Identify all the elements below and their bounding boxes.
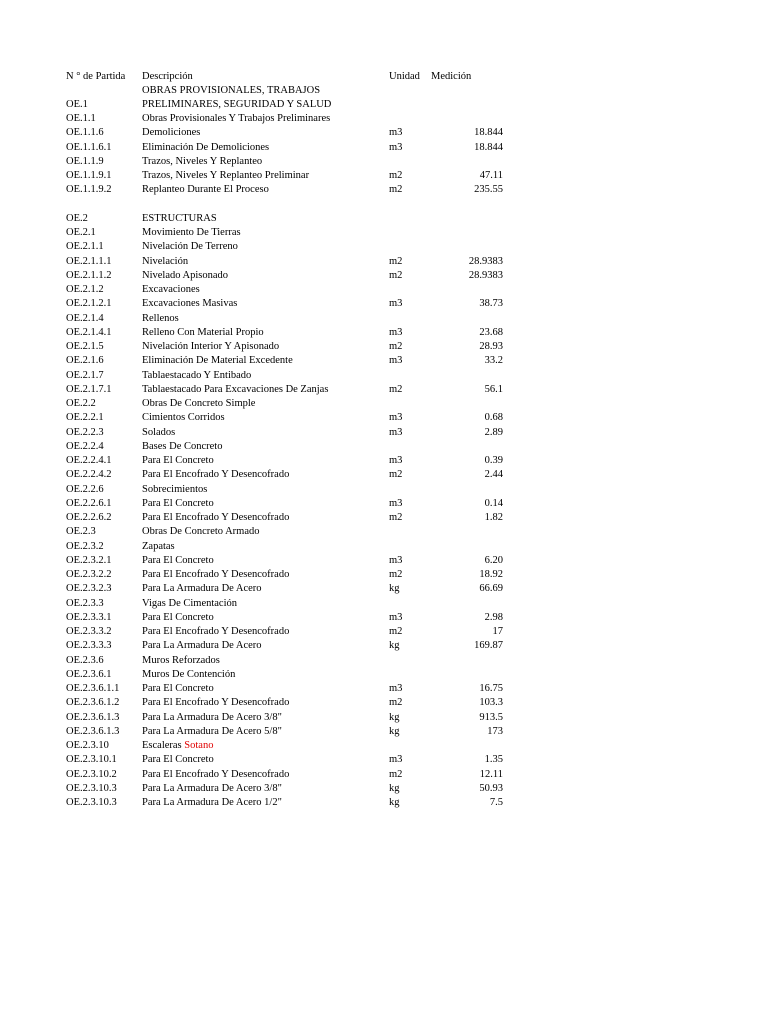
table-row	[66, 625, 516, 639]
row-unit: m3	[389, 326, 403, 338]
row-description: Demoliciones	[142, 127, 201, 139]
header-code: N ° de Partida	[66, 71, 126, 82]
row-description: Trazos, Niveles Y Replanteo	[142, 155, 263, 167]
table-row	[66, 710, 516, 724]
header-description: Descripción	[142, 71, 193, 82]
row-code: OE.1.1.9.2	[66, 184, 112, 196]
row-description: Para La Armadura De Acero	[142, 583, 262, 595]
row-unit: kg	[389, 583, 400, 595]
row-quantity: 913.5	[479, 711, 503, 723]
row-unit: m3	[389, 127, 403, 139]
row-description: Para El Encofrado Y Desencofrado	[142, 768, 290, 780]
row-code: OE.2.3	[66, 526, 96, 538]
table-row	[66, 240, 516, 254]
row-quantity: 33.2	[484, 355, 503, 367]
row-unit: m3	[389, 298, 403, 310]
table-row	[66, 83, 516, 97]
row-quantity: 103.3	[479, 697, 503, 709]
row-code: OE.1.1.6.1	[66, 141, 112, 153]
row-quantity: 66.69	[479, 583, 503, 595]
row-quantity: 0.14	[484, 497, 503, 509]
table-row	[66, 97, 516, 111]
table-row	[66, 667, 516, 681]
row-description: Cimientos Corridos	[142, 412, 225, 424]
row-code: OE.1.1	[66, 113, 96, 125]
row-description: Escaleras	[142, 740, 182, 752]
table-row	[66, 582, 516, 596]
table-row	[66, 283, 516, 297]
table-row	[66, 539, 516, 553]
table-row	[66, 169, 516, 183]
row-code: OE.2.3.2.1	[66, 554, 112, 566]
row-unit: m2	[389, 697, 403, 709]
row-code: OE.1.1.6	[66, 127, 104, 139]
table-row	[66, 268, 516, 282]
row-code: OE.2.3.6.1.1	[66, 683, 120, 695]
table-row	[66, 311, 516, 325]
row-description: Obras Provisionales Y Trabajos Preliminares	[142, 113, 331, 125]
row-unit: m3	[389, 355, 403, 367]
table-row	[66, 482, 516, 496]
table-row	[66, 368, 516, 382]
table-row	[66, 382, 516, 396]
table-row	[66, 596, 516, 610]
row-code: OE.2.3.10.3	[66, 782, 117, 794]
row-code: OE.2.3.2.2	[66, 569, 112, 581]
row-description: Trazos, Niveles Y Replanteo Preliminar	[142, 170, 310, 182]
row-description: Para El Encofrado Y Desencofrado	[142, 469, 290, 481]
row-code: OE.2.2.6.1	[66, 497, 112, 509]
table-row	[66, 553, 516, 567]
row-description: Para El Concreto	[142, 554, 214, 566]
row-code: OE.2.3.10.1	[66, 754, 117, 766]
row-description: PRELIMINARES, SEGURIDAD Y SALUD	[142, 98, 332, 110]
table-row	[66, 639, 516, 653]
row-quantity: 47.11	[479, 170, 503, 182]
row-description: Eliminación De Demoliciones	[142, 141, 270, 153]
row-unit: m3	[389, 611, 403, 623]
table-row	[66, 767, 516, 781]
row-code: OE.2.3.10	[66, 740, 109, 752]
row-quantity: 38.73	[479, 298, 503, 310]
row-description: Excavaciones Masivas	[142, 298, 238, 310]
row-code: OE.2.2.6.2	[66, 512, 112, 524]
row-unit: m2	[389, 341, 403, 353]
row-unit: m3	[389, 141, 403, 153]
rows-container	[66, 83, 516, 810]
row-quantity: 173	[487, 725, 503, 737]
row-quantity: 16.75	[479, 683, 503, 695]
budget-sheet	[66, 70, 516, 810]
row-description: Para El Concreto	[142, 497, 214, 509]
row-code: OE.2.3.2	[66, 540, 104, 552]
row-unit: m2	[389, 383, 403, 395]
row-code: OE.2.1.6	[66, 355, 104, 367]
row-description: Obras De Concreto Simple	[142, 398, 256, 410]
row-unit: m2	[389, 469, 403, 481]
table-row	[66, 568, 516, 582]
table-row	[66, 496, 516, 510]
row-code: OE.2.1.5	[66, 341, 104, 353]
row-description: Para La Armadura De Acero	[142, 640, 262, 652]
row-code: OE.2.1.1.1	[66, 255, 112, 267]
row-unit: kg	[389, 640, 400, 652]
table-row	[66, 511, 516, 525]
row-description: Relleno Con Material Propio	[142, 326, 264, 338]
row-description-group	[142, 740, 389, 751]
header-unit: Unidad	[389, 71, 420, 82]
row-description: OBRAS PROVISIONALES, TRABAJOS	[142, 84, 321, 96]
row-unit: m3	[389, 412, 403, 424]
row-unit: m2	[389, 626, 403, 638]
row-unit: kg	[389, 711, 400, 723]
row-description: Para El Encofrado Y Desencofrado	[142, 512, 290, 524]
row-code: OE.2.3.6.1.2	[66, 697, 120, 709]
row-description: Nivelación De Terreno	[142, 241, 238, 253]
table-row	[66, 411, 516, 425]
table-row	[66, 525, 516, 539]
row-description: Tablaestacado Para Excavaciones De Zanjas	[142, 383, 329, 395]
row-description: Nivelado Apisonado	[142, 269, 229, 281]
row-description: Para El Concreto	[142, 455, 214, 467]
row-description: Vigas De Cimentación	[142, 597, 238, 609]
row-description: Solados	[142, 426, 176, 438]
row-code: OE.2.1.2.1	[66, 298, 112, 310]
row-description: Para El Encofrado Y Desencofrado	[142, 569, 290, 581]
table-row	[66, 610, 516, 624]
row-quantity: 28.9383	[468, 255, 503, 267]
row-quantity: 235.55	[474, 184, 503, 196]
row-code: OE.2.2.4	[66, 440, 104, 452]
row-unit: m2	[389, 255, 403, 267]
table-row	[66, 197, 516, 211]
table-row	[66, 140, 516, 154]
row-description: Bases De Concreto	[142, 440, 223, 452]
row-description: Nivelación	[142, 255, 189, 267]
table-row	[66, 183, 516, 197]
row-description: Para El Concreto	[142, 683, 214, 695]
row-description-highlight: Sotano	[184, 740, 214, 752]
header-row	[66, 70, 516, 83]
table-row	[66, 397, 516, 411]
table-row	[66, 211, 516, 225]
table-row	[66, 154, 516, 168]
table-row	[66, 325, 516, 339]
row-code: OE.2.2.6	[66, 483, 104, 495]
table-row	[66, 340, 516, 354]
table-row	[66, 753, 516, 767]
row-quantity: 0.68	[484, 412, 503, 424]
row-unit: m2	[389, 269, 403, 281]
row-description: Excavaciones	[142, 284, 200, 296]
table-row	[66, 682, 516, 696]
row-description: Tablaestacado Y Entibado	[142, 369, 252, 381]
row-code: OE.2.1.1.2	[66, 269, 112, 281]
row-code: OE.2.2	[66, 398, 96, 410]
row-code: OE.2.1.7	[66, 369, 104, 381]
row-description: Sobrecimientos	[142, 483, 208, 495]
row-quantity: 169.87	[474, 640, 503, 652]
row-code: OE.2.3.3.1	[66, 611, 112, 623]
row-description: Para La Armadura De Acero 1/2"	[142, 797, 282, 809]
row-description: Para La Armadura De Acero 3/8"	[142, 711, 282, 723]
row-description: Replanteo Durante El Proceso	[142, 184, 269, 196]
row-code: OE.2.1.2	[66, 284, 104, 296]
row-description: Eliminación De Material Excedente	[142, 355, 293, 367]
row-quantity: 28.9383	[468, 269, 503, 281]
table-row	[66, 354, 516, 368]
row-unit: m3	[389, 554, 403, 566]
row-unit: m2	[389, 569, 403, 581]
row-quantity: 2.98	[484, 611, 503, 623]
row-description: Para La Armadura De Acero 3/8"	[142, 782, 282, 794]
row-quantity: 1.82	[484, 512, 503, 524]
table-row	[66, 781, 516, 795]
row-description: Nivelación Interior Y Apisonado	[142, 341, 280, 353]
row-description: Para El Encofrado Y Desencofrado	[142, 626, 290, 638]
row-quantity: 2.44	[484, 469, 503, 481]
row-description: Muros De Contención	[142, 668, 236, 680]
row-description: Muros Reforzados	[142, 654, 220, 666]
table-row	[66, 724, 516, 738]
table-row	[66, 739, 516, 753]
row-description: Para La Armadura De Acero 5/8"	[142, 725, 282, 737]
table-row	[66, 126, 516, 140]
row-code: OE.2.3.10.3	[66, 797, 117, 809]
header-quantity: Medición	[431, 71, 472, 82]
row-quantity: 50.93	[479, 782, 503, 794]
row-code: OE.2.3.3	[66, 597, 104, 609]
row-code: OE.2.2.4.1	[66, 455, 112, 467]
table-row	[66, 796, 516, 810]
row-description: Para El Encofrado Y Desencofrado	[142, 697, 290, 709]
table-row	[66, 454, 516, 468]
table-row	[66, 653, 516, 667]
row-quantity: 18.92	[479, 569, 503, 581]
row-unit: m3	[389, 497, 403, 509]
table-row	[66, 226, 516, 240]
row-quantity: 2.89	[484, 426, 503, 438]
table-row	[66, 425, 516, 439]
row-quantity: 23.68	[479, 326, 503, 338]
row-unit: kg	[389, 797, 400, 809]
row-code: OE.2.3.10.2	[66, 768, 117, 780]
row-unit: m2	[389, 768, 403, 780]
row-quantity: 17	[492, 626, 503, 638]
table-row	[66, 254, 516, 268]
row-quantity: 0.39	[484, 455, 503, 467]
row-code: OE.2.1.4	[66, 312, 104, 324]
table-row	[66, 297, 516, 311]
row-quantity: 18.844	[474, 127, 503, 139]
row-unit: m2	[389, 170, 403, 182]
row-code: OE.2.3.6	[66, 654, 104, 666]
row-code: OE.2.2.3	[66, 426, 104, 438]
row-unit: m3	[389, 754, 403, 766]
row-unit: m2	[389, 184, 403, 196]
row-description: Zapatas	[142, 540, 175, 552]
row-description: Rellenos	[142, 312, 179, 324]
row-quantity: 56.1	[484, 383, 503, 395]
row-code: OE.2	[66, 212, 88, 224]
row-code: OE.2.1.7.1	[66, 383, 112, 395]
row-description: Para El Concreto	[142, 611, 214, 623]
row-quantity: 6.20	[484, 554, 503, 566]
row-unit: kg	[389, 725, 400, 737]
table-row	[66, 468, 516, 482]
row-code: OE.2.1.1	[66, 241, 104, 253]
row-quantity: 1.35	[484, 754, 503, 766]
row-code: OE.2.1	[66, 227, 96, 239]
table-row	[66, 112, 516, 126]
row-description: Para El Concreto	[142, 754, 214, 766]
row-description: Movimiento De Tierras	[142, 227, 241, 239]
row-code: OE.2.2.1	[66, 412, 104, 424]
row-code: OE.2.3.3.3	[66, 640, 112, 652]
row-unit: m3	[389, 455, 403, 467]
row-description: Obras De Concreto Armado	[142, 526, 260, 538]
row-quantity: 28.93	[479, 341, 503, 353]
row-unit: kg	[389, 782, 400, 794]
row-quantity: 18.844	[474, 141, 503, 153]
table-row	[66, 439, 516, 453]
row-code: OE.1	[66, 98, 88, 110]
row-code: OE.2.3.6.1.3	[66, 711, 120, 723]
table-row	[66, 696, 516, 710]
row-quantity: 7.5	[489, 797, 503, 809]
row-code: OE.2.2.4.2	[66, 469, 112, 481]
row-code: OE.1.1.9	[66, 155, 104, 167]
row-code: OE.2.3.2.3	[66, 583, 112, 595]
row-code: OE.2.1.4.1	[66, 326, 112, 338]
row-code: OE.1.1.9.1	[66, 170, 112, 182]
row-code: OE.2.3.6.1	[66, 668, 112, 680]
row-description: ESTRUCTURAS	[142, 212, 217, 224]
row-unit: m2	[389, 512, 403, 524]
row-quantity: 12.11	[479, 768, 503, 780]
row-code: OE.2.3.6.1.3	[66, 725, 120, 737]
row-unit: m3	[389, 426, 403, 438]
row-unit: m3	[389, 683, 403, 695]
row-code: OE.2.3.3.2	[66, 626, 112, 638]
